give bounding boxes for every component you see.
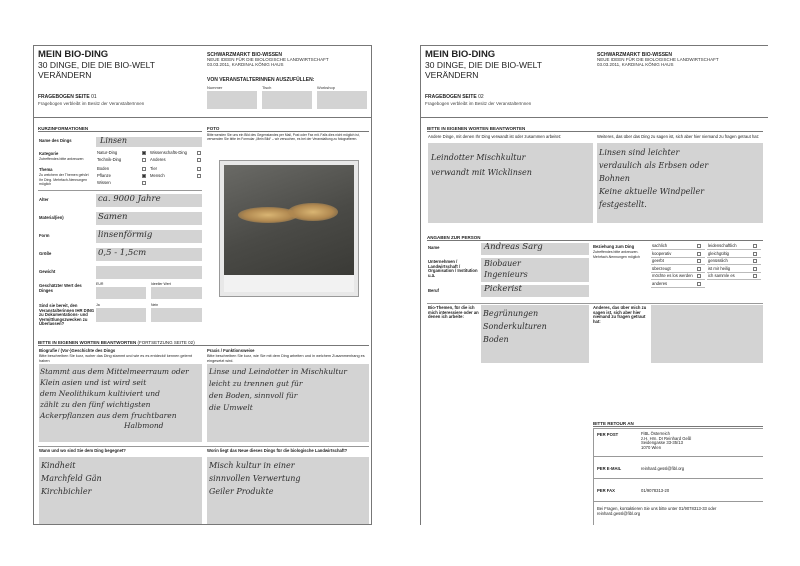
worin-label: Worin liegt das Neue dieses Dings für die biologische Landwirtschaft? xyxy=(207,448,348,453)
thema-mensch-checkbox[interactable] xyxy=(197,174,201,178)
beziehung-option-checkbox[interactable] xyxy=(697,274,701,278)
praxis-line: den Boden, sinnvoll für xyxy=(209,391,298,400)
beruf-value: Pickerist xyxy=(484,284,522,294)
organizer-label: VON VERANSTALTERINNEN AUSZUFÜLLEN: xyxy=(207,77,315,83)
divider xyxy=(38,446,369,447)
leihe-ja: Ja xyxy=(96,303,100,307)
leihe-nein: Nein xyxy=(151,303,159,307)
divider xyxy=(38,190,202,191)
event-line1: NEUE IDEEN FÜR DIE BIOLOGISCHE LANDWIRTSCHAFT xyxy=(207,57,329,62)
beziehung-option-label: ich sammle es xyxy=(708,273,735,278)
beziehung-option-checkbox[interactable] xyxy=(697,252,701,256)
fax-label: PER FAX xyxy=(597,488,615,493)
material-label: Material(ien) xyxy=(39,215,64,220)
weiteres-line: Linsen sind leichter xyxy=(599,148,680,157)
email-value[interactable]: reinhard.gessl@fibl.org xyxy=(641,466,685,471)
bio-line: Ackerpflanzen aus dem fruchtbaren xyxy=(40,411,177,420)
leihe-ja-field[interactable] xyxy=(96,308,146,322)
angaben-heading: ANGABEN ZUR PERSON xyxy=(427,235,763,241)
questionnaire-page-2 xyxy=(420,45,768,525)
praxis-label: Praxis / Funktionsweise xyxy=(207,348,255,353)
beziehung-sub: Zutreffendes bitte ankreuzen. Mehrfach-Nennungen möglich xyxy=(593,250,640,259)
worin-line: Misch kultur in einer xyxy=(209,461,295,470)
bio-label: Biografie / (Vor-)Geschichte des Dings xyxy=(39,348,116,353)
kategorie-wissenschaft: Wissenschafts-Ding xyxy=(150,150,188,155)
andere-text xyxy=(431,150,532,180)
kategorie-anderes: Anderes xyxy=(150,157,166,162)
bio-sub: Bitte beschreiben Sie kurz, woher das Ding stammt und wie es es entdeckt/ kennen gelernt haben xyxy=(39,354,193,363)
name-label: Name des Dings xyxy=(39,138,72,143)
praxis-line: leicht zu trennen gut für xyxy=(209,379,303,388)
thema-mensch: Mensch xyxy=(150,173,165,178)
thema-tier: Tier xyxy=(150,166,158,171)
kategorie-technik: Technik-Ding xyxy=(97,157,122,162)
wert-label: Geschätzter Wert des Dinges xyxy=(39,283,82,293)
divider xyxy=(593,501,763,502)
worte-heading: BITTE IN EIGENEN WORTEN BEANTWORTEN xyxy=(427,126,763,132)
biothemen-line: Begrünungen xyxy=(483,309,539,318)
fax-value: 01/9078313-20 xyxy=(641,488,670,493)
beziehung-option-label: sachlich xyxy=(652,243,668,248)
beziehung-option-label: gleichgültig xyxy=(708,250,729,256)
andere-line: Leindotter Mischkultur xyxy=(431,153,526,162)
beziehung-label: Beziehung zum Ding xyxy=(593,244,635,249)
beziehung-option-label: genüsslich xyxy=(708,258,728,263)
material-value: Samen xyxy=(98,212,128,222)
beziehung-option-label: kooperativ xyxy=(652,250,672,256)
form-label: Form xyxy=(39,233,50,238)
divider xyxy=(593,478,763,479)
unternehmen-line: Biobauer xyxy=(484,259,521,268)
biothemen-line: Sonderkulturen xyxy=(483,322,547,331)
beziehung-option[interactable] xyxy=(651,258,705,265)
brand-title: MEIN BIO-DING xyxy=(38,49,109,60)
weiteres-line: Keine aktuelle Windpeller xyxy=(599,187,705,196)
beziehung-option[interactable] xyxy=(651,251,705,258)
alter-label: Alter xyxy=(39,197,49,202)
weiteres-label: Weiteres, das über das Ding zu sagen ist, sich aber hier niemand zu fragen getraut hat: xyxy=(597,134,759,139)
praxis-line: Linse und Leindotter in Mischkultur xyxy=(209,367,347,376)
bio-line: zählt zu den fünf wichtigsten xyxy=(40,400,151,409)
andere-line: verwandt mit Wicklinsen xyxy=(431,168,532,177)
lentil-photo xyxy=(220,161,358,296)
foto-heading: FOTO xyxy=(207,126,369,132)
event-title: SCHWARZMARKT BIO-WISSEN xyxy=(207,52,282,58)
beziehung-option-checkbox[interactable] xyxy=(697,259,701,263)
org-field-workshop: Workshop xyxy=(317,85,335,90)
beziehung-option-checkbox[interactable] xyxy=(753,267,757,271)
andere-label: Andere Dinge, mit denen Ihr Ding verwandt ist oder zusammen arbeitet: xyxy=(428,134,562,139)
beruf-label: Beruf xyxy=(428,288,439,293)
kategorie-label: Kategorie xyxy=(39,151,59,156)
beziehung-option-label: überzeugt xyxy=(652,265,671,271)
worte-heading: BITTE IN EIGENEN WORTEN BEANTWORTEN (FORTSETZUNG SEITE 02) xyxy=(38,340,369,346)
org-input-nummer[interactable] xyxy=(207,91,257,109)
post-line: FiBL Österreich xyxy=(641,431,670,436)
weiteres-text xyxy=(599,146,708,211)
alter-value: ca. 9000 Jahre xyxy=(98,194,161,204)
wann-label: Wann und wo sind Sie dem Ding begegnet? xyxy=(39,448,126,453)
org-input-tisch[interactable] xyxy=(262,91,312,109)
post-address xyxy=(641,432,691,450)
leihe-nein-field[interactable] xyxy=(151,308,202,322)
fragebogen-label: FRAGEBOGEN SEITE 01 xyxy=(38,94,97,100)
beziehung-option-checkbox[interactable] xyxy=(697,282,701,286)
event-line1: NEUE IDEEN FÜR DIE BIOLOGISCHE LANDWIRTSCHAFT xyxy=(597,57,719,62)
divider xyxy=(593,456,763,457)
kategorie-technik-checkbox[interactable] xyxy=(142,158,146,162)
kategorie-natur: Natur-Ding xyxy=(97,150,118,155)
event-line2: 03.03.2011, KARDINAL KÖNIG HAUS xyxy=(207,62,284,67)
weiteres-line: verdaulich als Erbsen oder xyxy=(599,161,709,170)
fragebogen-sub: Fragebogen verbleibt im Besitz der VeranstalterInnen xyxy=(38,101,145,106)
beziehung-option[interactable] xyxy=(707,273,761,280)
bio-text xyxy=(40,366,189,430)
kategorie-sub: Zutreffendes bitte ankreuzen xyxy=(39,157,84,161)
beziehung-option[interactable] xyxy=(651,281,705,288)
unternehmen-text xyxy=(484,258,528,280)
kategorie-anderes-checkbox[interactable] xyxy=(197,158,201,162)
page-header xyxy=(34,46,371,118)
unternehmen-line: Ingenieurs xyxy=(484,270,528,279)
person-name-value: Andreas Sarg xyxy=(484,242,543,252)
beziehung-option[interactable] xyxy=(707,251,761,258)
bio-line: Stammt aus dem Mittelmeerraum oder xyxy=(40,367,189,376)
weiteres-line: Bohnen xyxy=(599,174,630,183)
fragebogen-sub: Fragebogen verbleibt im Besitz der VeranstalterInnen xyxy=(425,101,532,106)
praxis-sub: Bitte beschreiben Sie kurz, wie Sie mit dem Ding arbeiten und in welchem Zusammenhang es eingesetzt wird. xyxy=(207,354,365,363)
event-title: SCHWARZMARKT BIO-WISSEN xyxy=(597,52,672,58)
beziehung-option-checkbox[interactable] xyxy=(697,267,701,271)
thema-pflanze: Pflanze xyxy=(97,173,111,178)
beziehung-option[interactable] xyxy=(707,243,761,250)
beziehung-option-checkbox[interactable] xyxy=(697,244,701,248)
lentil-pile-right xyxy=(288,203,338,221)
wert-eur-field[interactable] xyxy=(96,287,146,299)
org-input-workshop[interactable] xyxy=(317,91,367,109)
wert-eur: EUR xyxy=(96,282,104,286)
beziehung-option-checkbox[interactable] xyxy=(753,244,757,248)
event-line2: 03.03.2011, KARDINAL KÖNIG HAUS xyxy=(597,62,674,67)
beziehung-option-label: ist mir heilig xyxy=(708,265,731,271)
thema-wissen-checkbox[interactable] xyxy=(142,181,146,185)
person-name-label: Name xyxy=(428,245,440,250)
anderes-field[interactable] xyxy=(651,305,763,363)
groesse-value: 0,5 - 1,5cm xyxy=(98,248,147,258)
beziehung-option[interactable] xyxy=(651,266,705,273)
groesse-label: Größe xyxy=(39,251,52,256)
post-line: 1070 Wien xyxy=(641,444,662,450)
wert-ideell-field[interactable] xyxy=(151,287,202,299)
beziehung-option[interactable] xyxy=(707,258,761,265)
name-value: Linsen xyxy=(100,136,128,145)
beziehung-option-checkbox[interactable] xyxy=(753,274,757,278)
beziehung-option-label: leidenschaftlich xyxy=(708,243,737,248)
beziehung-option-checkbox[interactable] xyxy=(753,252,757,256)
biothemen-label: Bio-Themen, für die ich mich interessiere oder an denen ich arbeite: xyxy=(428,305,479,320)
beziehung-option-label: anderes xyxy=(652,280,668,286)
org-field-tisch: Tisch xyxy=(262,85,272,90)
brand-subtitle: 30 DINGE, DIE DIE BIO-WELT VERÄNDERN xyxy=(425,60,542,80)
fragebogen-label: FRAGEBOGEN SEITE 02 xyxy=(425,94,484,100)
beziehung-option-checkbox[interactable] xyxy=(753,259,757,263)
footer-note: Bei Fragen, kontaktieren Sie uns bitte unter 01/9078313-33 oder reinhard.gessl@fibl.org xyxy=(597,506,717,516)
kategorie-natur-checkbox[interactable] xyxy=(142,151,146,155)
wann-text xyxy=(41,459,102,498)
biothemen-text xyxy=(483,307,547,346)
thema-boden-checkbox[interactable] xyxy=(142,167,146,171)
beziehung-option-label: geerbt xyxy=(652,258,664,263)
thema-label: Thema xyxy=(39,167,53,172)
beziehung-option[interactable] xyxy=(707,266,761,273)
photo-border xyxy=(224,275,354,292)
leihe-label: Sind sie bereit, den Veranstalterinnen IHR DING zu Dokumentations- und Vermittlungszwecken zu Überlassen? xyxy=(39,303,95,327)
foto-note: Bitte wenden Sie uns ein Bild des Gegenstandes per Mail, Post oder Fax mit. Falls dies nicht möglich ist, verwenden Sie bitte im Formular „Mein Bild“ – wir versuchen, es bei der Veranstaltung zu fotografieren. xyxy=(207,133,360,141)
post-line: Seidengasse 33-35/13 xyxy=(641,440,683,446)
thema-tier-checkbox[interactable] xyxy=(197,167,201,171)
beziehung-option[interactable] xyxy=(651,243,705,250)
divider xyxy=(427,303,763,304)
retour-heading: BITTE RETOUR AN xyxy=(593,421,763,427)
form-value: linsenförmig xyxy=(98,230,153,240)
questionnaire-page-1 xyxy=(33,45,372,525)
praxis-line: die Umwelt xyxy=(209,403,253,412)
brand-subtitle: 30 DINGE, DIE DIE BIO-WELT VERÄNDERN xyxy=(38,60,155,80)
wann-line: Kindheit xyxy=(41,461,76,470)
bio-line: Klein asien und ist wird seit xyxy=(40,378,147,387)
anderes-label: Anderes, das über mich zu sagen ist, sich aber hier niemand zu fragen getraut hat: xyxy=(593,305,647,324)
beziehung-option[interactable] xyxy=(651,273,705,280)
thema-sub: Zu welchem der Themen gehört Ihr Ding. Mehrfach-Nennungen möglich xyxy=(39,173,89,187)
brand-title: MEIN BIO-DING xyxy=(425,49,496,60)
unternehmen-label: Unternehmen / Landwirtschaft / Organisation / Institution u.ä. xyxy=(428,259,478,278)
worin-line: sinnvollen Verwertung xyxy=(209,474,301,483)
bio-line: dem Neolithikum kultiviert und xyxy=(40,389,160,398)
worin-line: Geiler Produkte xyxy=(209,487,274,496)
bio-line: Halbmond xyxy=(124,421,164,430)
wann-line: Kirchbichler xyxy=(41,487,92,496)
beziehung-option-label: möchte es los werden xyxy=(652,273,693,278)
thema-pflanze-checkbox[interactable] xyxy=(142,174,146,178)
wert-ideell: Ideeller Wert xyxy=(151,282,171,286)
weiteres-line: festgestellt. xyxy=(599,200,647,209)
page-header xyxy=(421,46,768,118)
thema-wissen: Wissen xyxy=(97,180,111,185)
gewicht-field[interactable] xyxy=(96,266,202,279)
post-line: z.H. Hrn. DI Reinhard Geßl xyxy=(641,435,692,441)
org-field-nummer: Nummer xyxy=(207,85,223,90)
praxis-text xyxy=(209,366,347,414)
kurzinfo-heading: KURZINFORMATIONEN xyxy=(38,126,202,132)
gewicht-label: Gewicht xyxy=(39,269,56,274)
worin-text xyxy=(209,459,301,498)
thema-boden: Boden xyxy=(97,166,110,171)
wann-line: Marchfeld Gän xyxy=(41,474,102,483)
biothemen-line: Boden xyxy=(483,335,509,344)
post-label: PER POST xyxy=(597,432,619,437)
email-label: PER E-MAIL xyxy=(597,466,622,471)
kategorie-wissenschaft-checkbox[interactable] xyxy=(197,151,201,155)
